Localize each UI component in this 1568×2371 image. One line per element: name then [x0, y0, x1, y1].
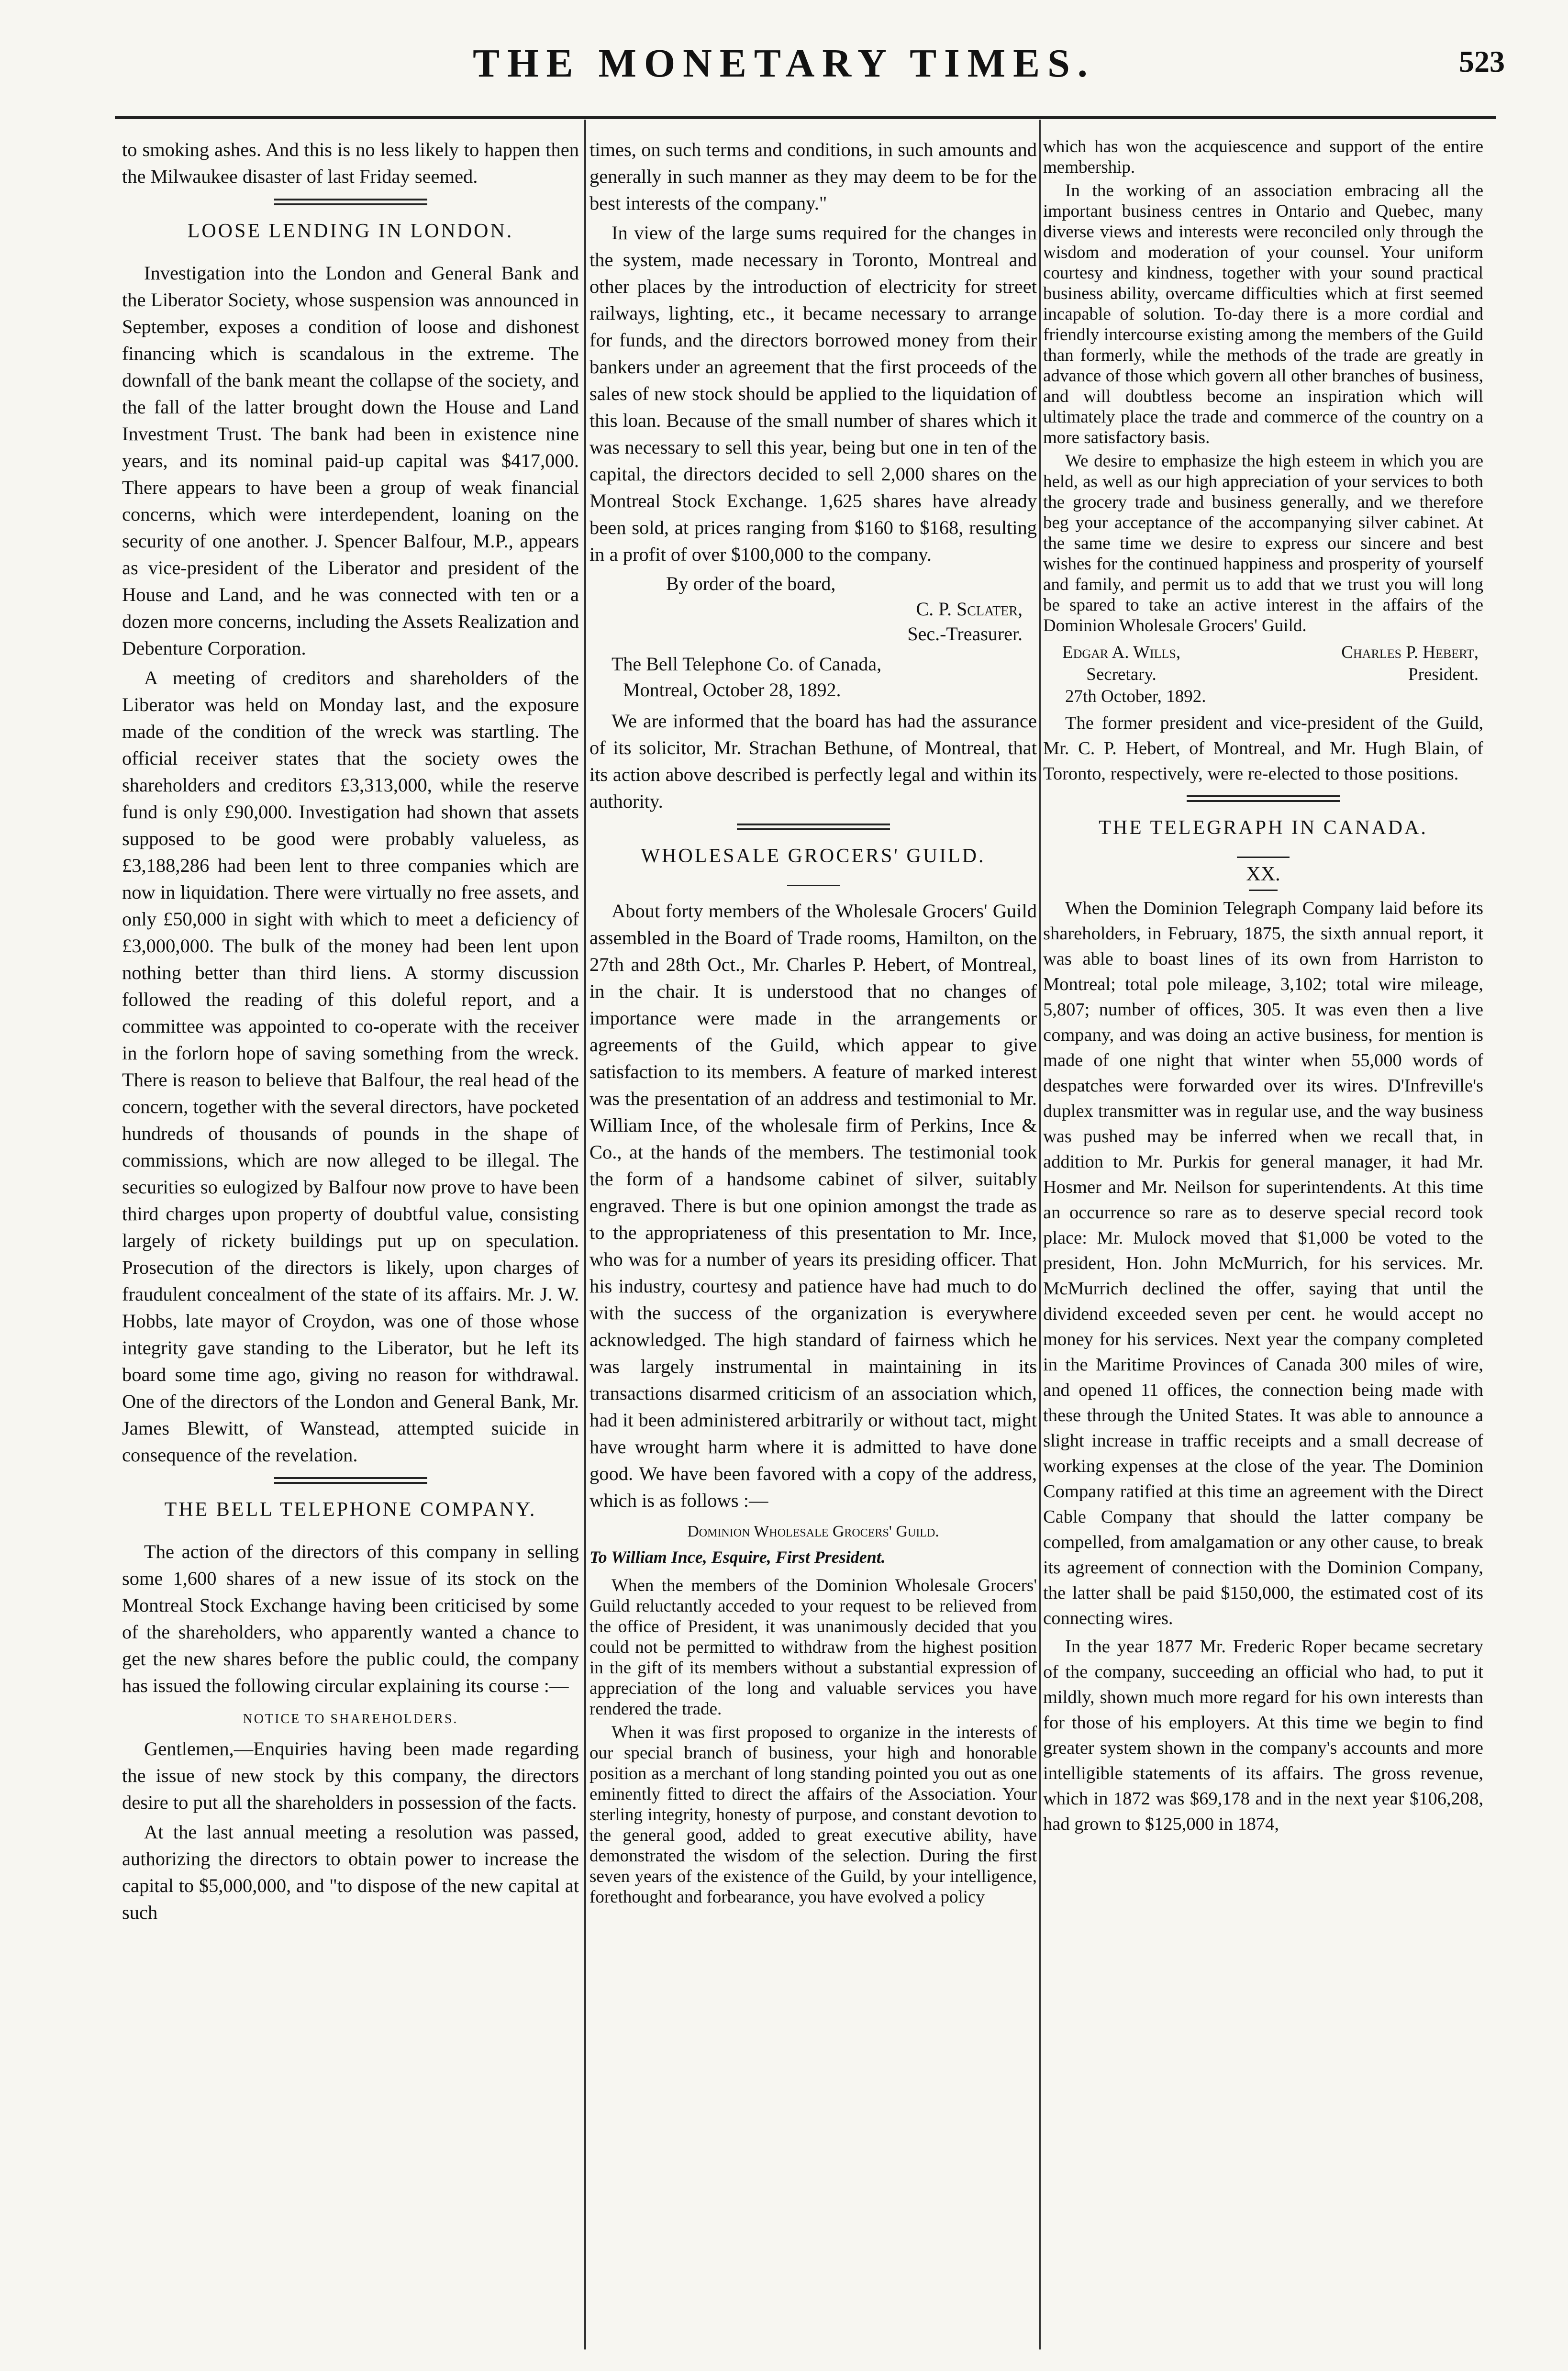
address-paragraph: When it was first proposed to organize in the interests of our special branch of business, your high and honorable position as a merchant of long standing pointed you out as one eminently fitted to direct the affairs of the Association. Your sterling integrity, honesty of purpose, and constant devotion to the general good, added to great executive ability, have demonstrated the wisdom of the selection. During the first seven years of the existence of the Guild, by your intelligence, forethought and forbearance, you have evolved a policy	[589, 1723, 1037, 1907]
section-rule	[274, 1477, 427, 1484]
article-paragraph: A meeting of creditors and shareholders of the Liberator was held on Monday last, and the exposure made of the condition of the wreck was startling. The official receiver states that the society owes the shareholders and creditors £3,313,000, while the reserve fund is only £90,000. Investigation had shown that assets supposed to be good were probably valueless, as £3,188,286 had been lent to three companies which are now in liquidation. There were virtually no free assets, and only £50,000 in sight with which to meet a deficiency of £3,000,000. The bulk of the money had been lent upon nothing better than third liens. A stormy discussion followed the reading of this doleful report, and a committee was appointed to co-operate with the receiver in the forlorn hope of saving something from the wreck. There is reason to believe that Balfour, the real head of the concern, together with the several directors, have pocketed hundreds of thousands of pounds in the shape of commissions, which are now alleged to be illegal. The securities so eulogized by Balfour now prove to have been third charges upon property of doubtful value, consisting largely of rickety buildings put up on speculation. Prosecution of the directors is likely, upon charges of fraudulent concealment of the state of its affairs. Mr. J. W. Hobbs, late mayor of Croydon, was one of those whose integrity gave standing to the Liberator, but he left its board some time ago, giving no reason for withdrawal. One of the directors of the London and General Bank, Mr. James Blewitt, of Wanstead, attempted suicide in consequence of the revelation.	[122, 667, 579, 1466]
signer-name: C. P. Sclater,	[916, 598, 1023, 620]
column-2	[589, 136, 1037, 2347]
article-paragraph: In the year 1877 Mr. Frederic Roper became secretary of the company, succeeding an official who had, to put it mildly, shown much more regard for his own interests than for those of his employers. At this time we begin to find greater system shown in the company's accounts and more intelligible statements of its affairs. The gross revenue, which in 1872 was $69,178 and in the next year $106,208, had grown to $125,000 in 1874,	[1043, 1636, 1483, 1834]
article-heading-loose-lending: LOOSE LENDING IN LONDON.	[187, 220, 514, 242]
short-rule	[1249, 890, 1278, 891]
short-rule	[787, 885, 840, 886]
column-1	[122, 136, 579, 2347]
intro-paragraph: to smoking ashes. And this is no less likely to happen then the Milwaukee disaster of last Friday seemed.	[122, 139, 579, 187]
address-paragraph: In the working of an association embracing all the important business centres in Ontario and Quebec, many diverse views and interests were reconciled only through the wisdom and moderation of your counsel. Your uniform courtesy and kindness, together with your sound practical business ability, overcame difficulties which at first seemed incapable of solution. To-day there is a more cordial and friendly intercourse existing among the members of the Guild than formerly, while the methods of the trade are greatly in advance of those which govern all other branches of business, and will doubtless become an inspiration which will ultimately place the trade and commerce of the country on a more satisfactory basis.	[1043, 181, 1483, 447]
newspaper-title: THE MONETARY TIMES.	[473, 41, 1095, 86]
date-line: Montreal, October 28, 1892.	[623, 679, 841, 701]
section-rule	[274, 199, 427, 205]
column-3	[1043, 136, 1483, 2347]
article-paragraph: The action of the directors of this company in selling some 1,600 shares of a new issue of its stock on the Montreal Stock Exchange having been criticised by some of the shareholders, who apparently wanted a chance to get the new shares before the public could, the company has issued the following circular explaining its course :—	[122, 1541, 579, 1696]
article-heading-telegraph: THE TELEGRAPH IN CANADA.	[1099, 817, 1428, 839]
masthead-rule	[115, 116, 1496, 119]
article-paragraph: The former president and vice-president of the Guild, Mr. C. P. Hebert, of Montreal, and Mr. Hugh Blain, of Toronto, respectively, were re-elected to those positions.	[1043, 713, 1483, 784]
column-divider-2	[1039, 120, 1041, 2349]
short-rule	[1237, 857, 1290, 858]
by-order-line: By order of the board,	[666, 573, 836, 594]
address-recipient: To William Ince, Esquire, First President.	[589, 1547, 886, 1567]
article-heading-grocers-guild: WHOLESALE GROCERS' GUILD.	[641, 845, 986, 867]
article-paragraph: We are informed that the board has had the assurance of its solicitor, Mr. Strachan Bethune, of Montreal, that its action above described is perfectly legal and within its authority.	[589, 710, 1037, 812]
notice-paragraph: In view of the large sums required for the changes in the system, made necessary in Toronto, Montreal and other places by the introduction of electricity for street railways, lighting, etc., it became necessary to arrange for funds, and the directors borrowed money from their bankers under an agreement that the first proceeds of the sales of new stock should be applied to the liquidation of this loan. Because of the small number of shares which it was necessary to sell this year, being but one in ten of the capital, the directors decided to sell 2,000 shares on the Montreal Stock Exchange. 1,625 shares have already been sold, at prices ranging from $160 to $168, resulting in a profit of over $100,000 to the company.	[589, 222, 1037, 565]
article-heading-bell-telephone: THE BELL TELEPHONE COMPANY.	[164, 1499, 537, 1521]
page-number: 523	[1459, 45, 1505, 78]
signature-date: 27th October, 1892.	[1065, 687, 1206, 706]
section-rule	[737, 824, 890, 830]
address-signatures	[1043, 639, 1483, 686]
masthead	[0, 0, 1568, 96]
column-divider-1	[584, 120, 586, 2349]
address-heading: Dominion Wholesale Grocers' Guild.	[687, 1523, 939, 1540]
signer-title: Sec.-Treasurer.	[907, 623, 1023, 645]
address-paragraph: which has won the acquiescence and support of the entire membership.	[1043, 137, 1483, 177]
notice-paragraph: times, on such terms and conditions, in such amounts and generally in such manner as they may deem to be for the best interests of the company."	[589, 139, 1037, 214]
article-paragraph: About forty members of the Wholesale Grocers' Guild assembled in the Board of Trade rooms, Hamilton, on the 27th and 28th Oct., Mr. Charles P. Hebert, of Montreal, in the chair. It is understood that no changes of importance were made in the arrangements or agreements of the Guild, which appear to give satisfaction to its members. A feature of marked interest was the presentation of an address and testimonial to Mr. William Ince, of the wholesale firm of Perkins, Ince & Co., at the hands of the members. The testimonial took the form of a handsome cabinet of silver, suitably engraved. There is but one opinion amongst the trade as to the appropriateness of this presentation to Mr. Ince, who was for a number of years its presiding officer. That his industry, courtesy and patience have had much to do with the success of the organization is everywhere acknowledged. The high standard of fairness which he was largely instrumental in maintaining in its transactions disarmed criticism of an association which, had it been administered arbitrarily or without tact, might have wrought harm where it is admitted to have done good. We have been favored with a copy of the address, which is as follows :—	[589, 900, 1037, 1511]
address-paragraph: We desire to emphasize the high esteem in which you are held, as well as our high appreciation of your services to both the grocery trade and business generally, and we therefore beg your acceptance of the accompanying silver cabinet. At the same time we desire to express our sincere and best wishes for the continued happiness and prosperity of yourself and family, and permit us to add that we trust you will long be spared to take an active interest in the affairs of the Dominion Wholesale Grocers' Guild.	[1043, 451, 1483, 635]
article-paragraph: When the Dominion Telegraph Company laid before its shareholders, in February, 1875, the sixth annual report, it was able to boast lines of its own from Harriston to Montreal; total pole mileage, 3,102; total wire mileage, 5,807; number of offices, 305. It was even then a live company, and was doing an active business, for mention is made of one night that winter when 55,000 words of despatches were forwarded over its wires. D'Infreville's duplex transmitter was in regular use, and the way business was pushed may be inferred when we recall that, in addition to Mr. Purkis for general manager, it had Mr. Hosmer and Mr. Neilson for superintendents. At this time an occurrence so rare as to deserve special record took place: Mr. Mulock moved that $1,000 be voted to the president, Hon. John McMurrich, for his services. Mr. McMurrich declined the offer, saying that until the dividend exceeded seven per cent. he would accept no money for his services. Next year the company completed in the Maritime Provinces of Canada 300 miles of wire, and opened 11 offices, the connection being made with these through the United States. It was able to announce a slight increase in traffic receipts and a small decrease of working expenses at the close of the year. The Dominion Company ratified at this time an agreement with the Direct Cable Company that should the latter company be compelled, from amalgamation or any other cause, to break its agreement of connection with the Dominion Company, the latter shall be paid $150,000, the estimated cost of its connecting wires.	[1043, 898, 1483, 1628]
article-numeral: XX.	[1246, 863, 1280, 885]
company-line: The Bell Telephone Co. of Canada,	[612, 653, 882, 675]
address-paragraph: When the members of the Dominion Wholesale Grocers' Guild reluctantly acceded to your request to be relieved from the office of President, it was unanimously decided that you could not be permitted to withdraw from the highest position in the gift of its members without a substantial expression of appreciation of the long and valuable services you have rendered the trade.	[589, 1576, 1037, 1719]
notice-heading: NOTICE TO SHAREHOLDERS.	[243, 1712, 458, 1726]
article-paragraph: Investigation into the London and General Bank and the Liberator Society, whose suspension was announced in September, exposes a condition of loose and dishonest financing which is scandalous in the extreme. The downfall of the bank meant the collapse of the society, and the fall of the latter brought down the House and Land Investment Trust. The bank had been in existence nine years, and its nominal paid-up capital was $417,000. There appears to have been a group of weak financial concerns, which were interdependent, loaning on the security of one another. J. Spencer Balfour, M.P., appears as vice-president of the Liberator and president of the House and Land, and he was connected with ten or a dozen more concerns, including the Assets Realization and Debenture Corporation.	[122, 262, 579, 659]
signature-secretary: Edgar A. Wills, Secretary.	[1062, 643, 1181, 684]
notice-paragraph: At the last annual meeting a resolution was passed, authorizing the directors to obtain power to increase the capital to $5,000,000, and "to dispose of the new capital at such	[122, 1821, 579, 1923]
section-rule	[1187, 795, 1340, 802]
signature-president: Charles P. Hebert, President.	[1341, 643, 1479, 684]
notice-paragraph: Gentlemen,—Enquiries having been made regarding the issue of new stock by this company, the directors desire to put all the shareholders in possession of the facts.	[122, 1738, 579, 1813]
